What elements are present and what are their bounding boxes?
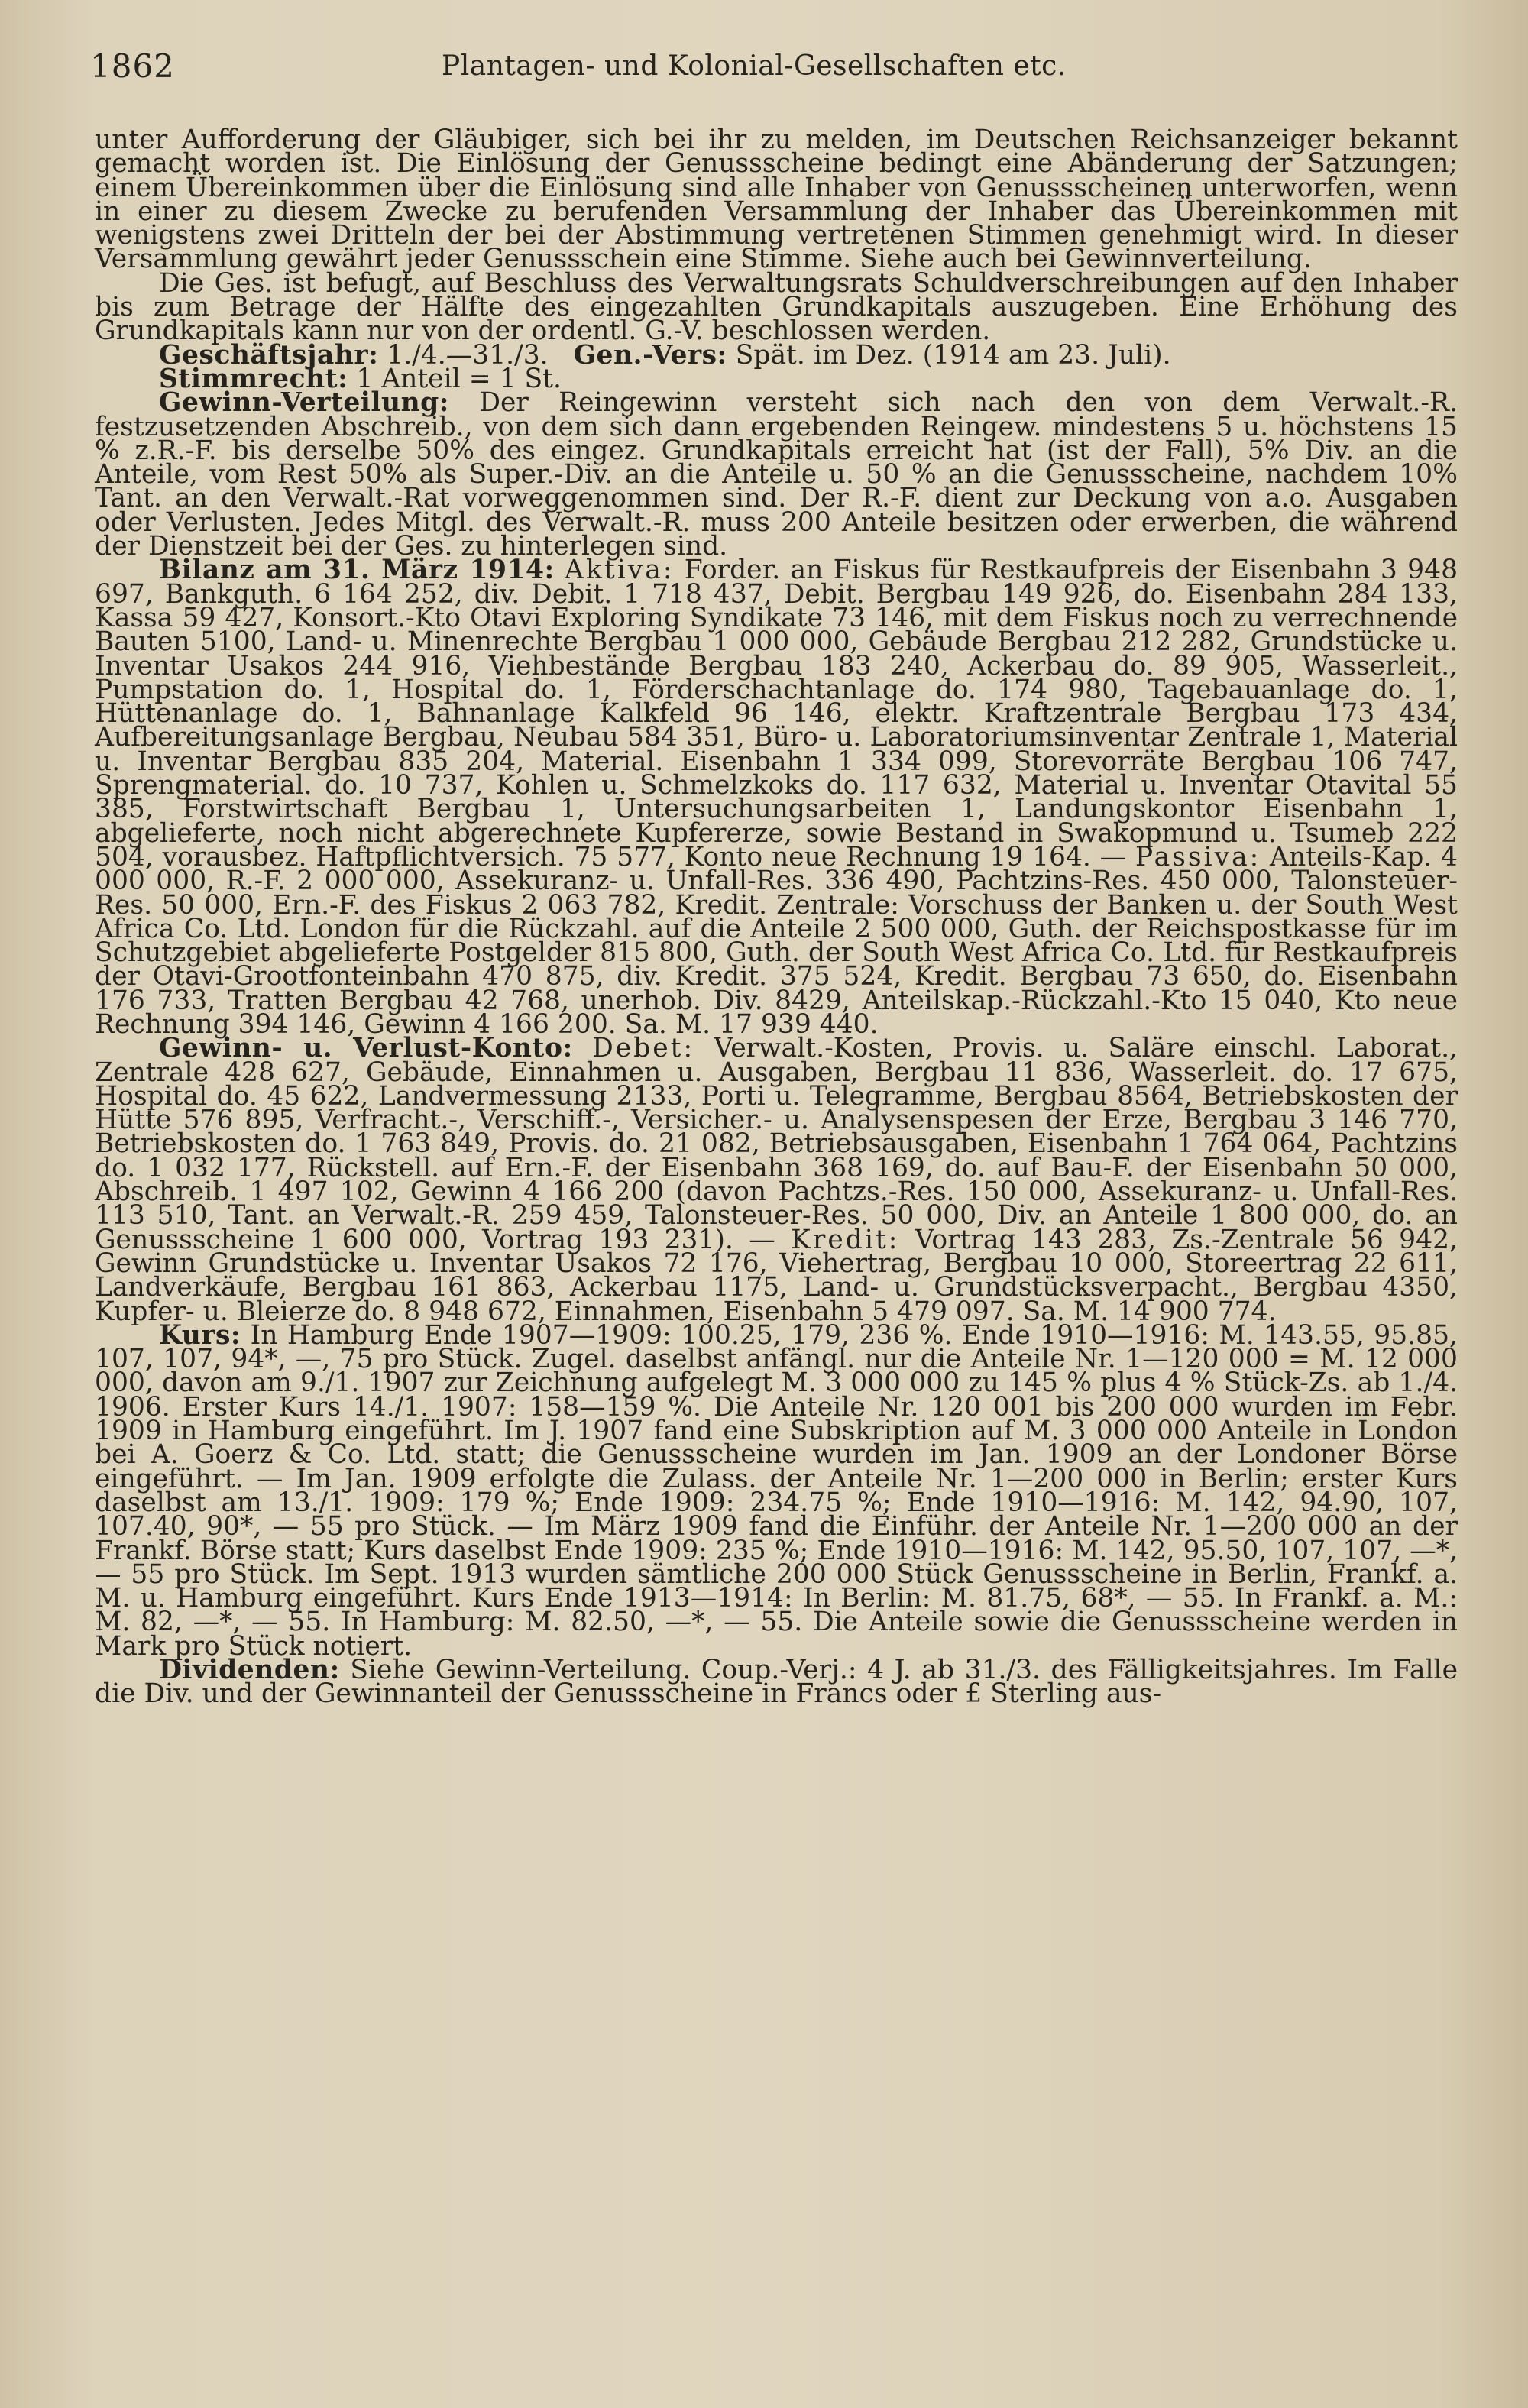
paragraph-text: Siehe Gewinn-Verteilung. Coup.-Verj.: 4 J. ab 31./3. des Fälligkeitsjahres. Im Falle die Div. und der Gewinnanteil der Genussscheine in Francs oder £ Sterling aus- <box>95 1655 1458 1710</box>
paragraph-dividends <box>95 1655 1458 1710</box>
subheading-credit: Kredit: <box>791 1224 900 1255</box>
page-number: 1862 <box>90 47 175 85</box>
section-heading: Bilanz am 31. März 1914: <box>159 555 555 586</box>
paragraph-text: 1 Anteil = 1 St. <box>356 363 562 394</box>
subheading-assets: Aktiva: <box>565 555 675 586</box>
paragraph-share-price <box>95 1319 1458 1662</box>
paragraph-text: In Hamburg Ende 1907—1909: 100.25, 179, 236 %. Ende 1910—1916: M. 143.55, 95.85, 107, 107, 94*, —, 75 pro Stück. Zugel. daselbst anfängl. nur die Anteile Nr. 1—120 000 = M. 12 000 000, davon am 9./1. 1907 zur Zeichnung aufgelegt M. 3 000 000 zu 145 % plus 4 % Stück-Zs. ab 1./4. 1906. Erster Kurs 14./1. 1907: 158—159 %. Die Anteile Nr. 120 001 bis 200 000 wurden im Febr. 1909 in Hamburg eingeführt. Im J. 1907 fand eine Subskription auf M. 3 000 000 Anteile in London bei A. Goerz & Co. Ltd. statt; die Genussscheine wurden im Jan. 1909 an der Londoner Börse eingeführt. — Im Jan. 1909 erfolgte die Zulass. der Anteile Nr. 1—200 000 in Berlin; erster Kurs daselbst am 13./1. 1909: 179 %; Ende 1909: 234.75 %; Ende 1910—1916: M. 142, 94.90, 107, 107.40, 90*, — 55 pro Stück. — Im März 1909 fand die Einführ. der Anteile Nr. 1—200 000 an der Frankf. Börse statt; Kurs daselbst Ende 1909: 235 %; Ende 1910—1916: M. 142, 95.50, 107, 107, —*, — 55 pro Stück. Im Sept. 1913 wurden sämtliche 200 000 Stück Genussscheine in Berlin, Frankf. a. M. u. Hamburg eingeführt. Kurs Ende 1913—1914: In Berlin: M. 81.75, 68*, — 55. In Frankf. a. M.: M. 82, —*, — 55. In Hamburg: M. 82.50, —*, — 55. Die Anteile sowie die Genussscheine werden in Mark pro Stück notiert. <box>95 1319 1458 1662</box>
section-heading: Kurs: <box>159 1319 241 1351</box>
paragraph-profit-loss <box>95 1033 1458 1327</box>
section-heading: Gewinn- u. Verlust-Konto: <box>159 1033 573 1064</box>
section-heading: Geschäftsjahr: <box>159 339 379 371</box>
paragraph-text: Spät. im Dez. (1914 am 23. Juli). <box>735 339 1171 371</box>
paragraph-bonds <box>95 267 1458 347</box>
section-heading: Stimmrecht: <box>159 363 348 394</box>
subheading-debit: Debet: <box>592 1033 695 1064</box>
subheading-liabilities: Passiva: <box>1135 841 1261 872</box>
paragraph-balance-sheet <box>95 555 1458 1040</box>
paragraph-text: Anteils-Kap. 4 000 000, R.-F. 2 000 000, Assekuranz- u. Unfall-Res. 336 490, Pachtzins-Res. 450 000, Talonsteuer-Res. 50 000, Ern.-F. des Fiskus 2 063 782, Kredit. Zentrale: Vorschuss der Banken u. der South West Africa Co. Ltd. London für die Rückzahl. auf die Anteile 2 500 000, Guth. der Reichspostkasse für im Schutzgebiet abgelieferte Postgelder 815 800, Guth. der South West Africa Co. Ltd. für Restkaufpreis der Otavi-Grootfonteinbahn 470 875, div. Kredit. 375 524, Kredit. Bergbau 73 650, do. Eisenbahn 176 733, Tratten Bergbau 42 768, unerhob. Div. 8429, Anteilskap.-Rückzahl.-Kto 15 040, Kto neue Rechnung 394 146, Gewinn 4 166 200. Sa. M. 17 939 440. <box>95 841 1458 1040</box>
paragraph-text: 1./4.—31./3. <box>387 339 549 371</box>
running-title: Plantagen- und Kolonial-Gesellschaften etc. <box>442 50 1067 82</box>
paragraph-redemption <box>95 125 1458 275</box>
page-header <box>90 47 1465 93</box>
document-body <box>95 125 1458 1710</box>
paragraph-text: Die Ges. ist befugt, auf Beschluss des Verwaltungsrats Schuldverschreibungen auf den Inhaber bis zum Betrage der Hälfte des eingezahlten Grundkapitals auszugeben. Eine Erhöhung des Grundkapitals kann nur von der ordentl. G.-V. beschlossen werden. <box>95 267 1458 347</box>
paragraph-text: unter Aufforderung der Gläubiger, sich bei ihr zu melden, im Deutschen Reichsanzeiger bekannt gemacht worden ist. Die Einlösung der Genussscheine bedingt eine Abänderung der Satzungen; einem Übereinkommen über die Einlösung sind alle Inhaber von Genussscheinen unterworfen, wenn in einer zu diesem Zwecke zu berufenden Versammlung der Inhaber das Übereinkommen mit wenigstens zwei Dritteln der bei der Abstimmung vertretenen Stimmen genehmigt wird. In dieser Versammlung gewährt jeder Genussschein eine Stimme. Siehe auch bei Gewinnverteilung. <box>95 125 1458 275</box>
paragraph-text: Der Reingewinn versteht sich nach den von dem Verwalt.-R. festzusetzenden Abschreib., von dem sich dann ergebenden Reingew. mindestens 5 u. höchstens 15 % z.R.-F. bis derselbe 50% des eingez. Grundkapitals erreicht hat (ist der Fall), 5% Div. an die Anteile, vom Rest 50% als Super.-Div. an die Anteile u. 50 % an die Genussscheine, nachdem 10% Tant. an den Verwalt.-Rat vorweggenommen sind. Der R.-F. dient zur Deckung von a.o. Ausgaben oder Verlusten. Jedes Mitgl. des Verwalt.-R. muss 200 Anteile besitzen oder erwerben, die während der Dienstzeit bei der Ges. zu hinterlegen sind. <box>95 387 1458 562</box>
section-heading: Gen.-Vers: <box>573 339 727 371</box>
paragraph-text: Vortrag 143 283, Zs.-Zentrale 56 942, Gewinn Grundstücke u. Inventar Usakos 72 176, Viehertrag, Bergbau 10 000, Storeertrag 22 611, Landverkäufe, Bergbau 161 863, Ackerbau 1175, Land- u. Grundstücksverpacht., Bergbau 4350, Kupfer- u. Bleierze do. 8 948 672, Einnahmen, Eisenbahn 5 479 097. Sa. M. 14 900 774. <box>95 1224 1458 1327</box>
paragraph-text: Forder. an Fiskus für Restkaufpreis der Eisenbahn 3 948 697, Bankguth. 6 164 252, div. Debit. 1 718 437, Debit. Bergbau 149 926, do. Eisenbahn 284 133, Kassa 59 427, Konsort.-Kto Otavi Exploring Syndikate 73 146, mit dem Fiskus noch zu verrechnende Bauten 5100, Land- u. Minenrechte Bergbau 1 000 000, Gebäude Bergbau 212 282, Grundstücke u. Inventar Usakos 244 916, Viehbestände Bergbau 183 240, Ackerbau do. 89 905, Wasserleit., Pumpstation do. 1, Hospital do. 1, Förderschachtanlage do. 174 980, Tagebauanlage do. 1, Hüttenanlage do. 1, Bahnanlage Kalkfeld 96 146, elektr. Kraftzentrale Bergbau 173 434, Aufbereitungsanlage Bergbau, Neubau 584 351, Büro- u. Laboratoriumsinventar Zentrale 1, Material u. Inventar Bergbau 835 204, Material. Eisenbahn 1 334 099, Storevorräte Bergbau 106 747, Sprengmaterial. do. 10 737, Kohlen u. Schmelzkoks do. 117 632, Material u. Inventar Otavital 55 385, Forstwirtschaft Bergbau 1, Untersuchungsarbeiten 1, Landungskontor Eisenbahn 1, abgelieferte, noch nicht abgerechnete Kupfererze, sowie Bestand in Swakopmund u. Tsumeb 222 504, vorausbez. Haftpflichtversich. 75 577, Konto neue Rechnung 19 164. — <box>95 555 1458 872</box>
paragraph-profit-distribution <box>95 387 1458 562</box>
paragraph-text: Verwalt.-Kosten, Provis. u. Saläre einschl. Laborat., Zentrale 428 627, Gebäude, Einnahmen u. Ausgaben, Bergbau 11 836, Wasserleit. do. 17 675, Hospital do. 45 622, Landvermessung 2133, Porti u. Telegramme, Bergbau 8564, Betriebskosten der Hütte 576 895, Verfracht.-, Verschiff.-, Versicher.- u. Analysenspesen der Erze, Bergbau 3 146 770, Betriebskosten do. 1 763 849, Provis. do. 21 082, Betriebsausgaben, Eisenbahn 1 764 064, Pachtzins do. 1 032 177, Rückstell. auf Ern.-F. der Eisenbahn 368 169, do. auf Bau-F. der Eisenbahn 50 000, Abschreib. 1 497 102, Gewinn 4 166 200 (davon Pachtzs.-Res. 150 000, Assekuranz- u. Unfall-Res. 113 510, Tant. an Verwalt.-R. 259 459, Talonsteuer-Res. 50 000, Div. an Anteile 1 800 000, do. an Genussscheine 1 600 000, Vortrag 193 231). — <box>95 1033 1458 1255</box>
section-heading: Dividenden: <box>159 1655 340 1685</box>
section-heading: Gewinn-Verteilung: <box>159 387 450 419</box>
